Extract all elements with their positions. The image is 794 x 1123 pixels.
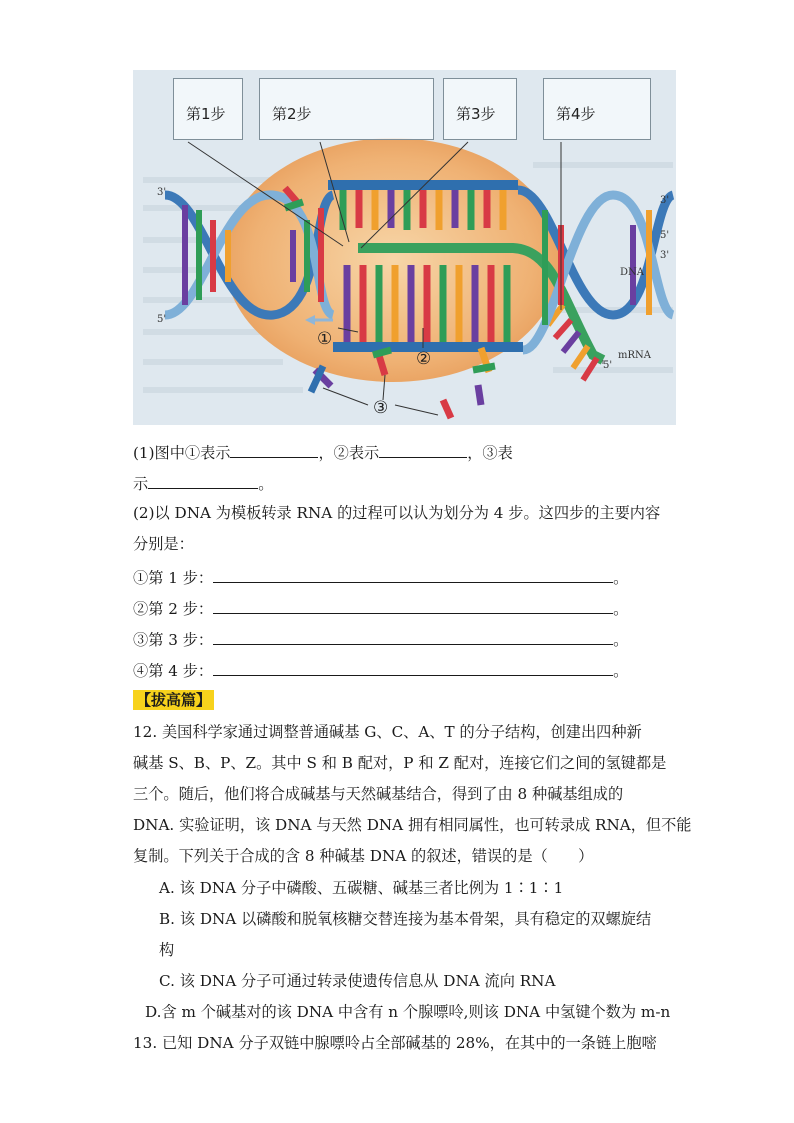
advanced-section-tag: 【拔高篇】: [133, 690, 214, 710]
step-4-label: 第4步: [556, 105, 596, 123]
mrna-label: mRNA: [618, 350, 651, 361]
step-3-box: [443, 78, 517, 140]
strand-end-label: 5': [603, 360, 613, 371]
answer-blank-2[interactable]: [379, 441, 467, 458]
strand-end-label: 3': [660, 250, 670, 261]
q12-stem-line: DNA. 实验证明，该 DNA 与天然 DNA 拥有相同属性，也可转录成 RNA，但不能: [133, 816, 692, 834]
q11-prompt-3: ，③表: [467, 444, 513, 462]
step-answer-label: ③第 3 步：: [133, 631, 214, 649]
period: 。: [613, 631, 629, 649]
q11-prompt-2: ，②表示: [318, 444, 380, 462]
q12-stem-line: 碱基 S、B、P、Z。其中 S 和 B 配对，P 和 Z 配对，连接它们之间的氢键都是: [133, 754, 667, 772]
step-answer-label: ①第 1 步：: [133, 569, 214, 587]
q12-option-d[interactable]: D.含 m 个碱基对的该 DNA 中含有 n 个腺嘌呤,则该 DNA 中氢键个数为 m-n: [145, 1003, 671, 1021]
answer-blank-1[interactable]: [230, 441, 318, 458]
step-4-answer-blank[interactable]: [213, 659, 613, 676]
section-header: [133, 690, 214, 710]
step-1-box: [173, 78, 243, 140]
q12-option-c[interactable]: C. 该 DNA 分子可通过转录使遗传信息从 DNA 流向 RNA: [159, 972, 556, 990]
period: 。: [613, 569, 629, 587]
q12-stem-line: 复制。下列关于合成的含 8 种碱基 DNA 的叙述，错误的是（ ）: [133, 847, 594, 865]
q11-prompt-1: (1)图中①表示: [133, 444, 231, 462]
strand-end-label: 3': [157, 187, 167, 198]
step-3-label: 第3步: [456, 105, 496, 123]
period: 。: [613, 600, 629, 618]
marker-2: ②: [416, 349, 432, 369]
step-answer-row: [133, 597, 628, 619]
q11-part1-line1: [133, 441, 513, 463]
q11-period: 。: [258, 475, 274, 493]
q11-part2-line2: 分别是：: [133, 535, 194, 553]
q12-option-a[interactable]: A. 该 DNA 分子中磷酸、五碳糖、碱基三者比例为 1∶1∶1: [159, 879, 564, 897]
q12-option-b-continued: 构: [159, 941, 175, 959]
step-answer-label: ④第 4 步：: [133, 662, 214, 680]
period: 。: [613, 662, 629, 680]
answer-blank-3[interactable]: [148, 472, 258, 489]
step-2-box: [259, 78, 434, 140]
q13-stem-line: 13. 已知 DNA 分子双链中腺嘌呤占全部碱基的 28%，在其中的一条链上胞嘧: [133, 1034, 657, 1052]
step-answer-row: [133, 566, 628, 588]
q12-option-b[interactable]: B. 该 DNA 以磷酸和脱氧核糖交替连接为基本骨架，具有稳定的双螺旋结: [159, 910, 652, 928]
marker-1: ①: [317, 329, 333, 349]
dna-label: DNA: [620, 267, 644, 278]
marker-3: ③: [373, 398, 389, 418]
q11-part2-line1: (2)以 DNA 为模板转录 RNA 的过程可以认为划分为 4 步。这四步的主要内容: [133, 504, 661, 522]
q12-stem-line: 三个。随后，他们将合成碱基与天然碱基结合，得到了由 8 种碱基组成的: [133, 785, 624, 803]
q12-stem-line: 12. 美国科学家通过调整普通碱基 G、C、A、T 的分子结构，创建出四种新: [133, 723, 642, 741]
step-1-label: 第1步: [186, 105, 226, 123]
strand-end-label: 5': [157, 314, 167, 325]
step-2-answer-blank[interactable]: [213, 597, 613, 614]
step-answer-row: [133, 659, 628, 681]
step-answer-row: [133, 628, 628, 650]
step-2-label: 第2步: [272, 105, 312, 123]
strand-end-label: 5': [660, 230, 670, 241]
step-1-answer-blank[interactable]: [213, 566, 613, 583]
step-answer-label: ②第 2 步：: [133, 600, 214, 618]
transcription-diagram: [133, 70, 676, 425]
q11-part1-line2: [133, 472, 273, 494]
step-4-box: [543, 78, 651, 140]
step-3-answer-blank[interactable]: [213, 628, 613, 645]
strand-end-label: 3': [660, 195, 670, 206]
q11-prompt-4: 示: [133, 475, 149, 493]
